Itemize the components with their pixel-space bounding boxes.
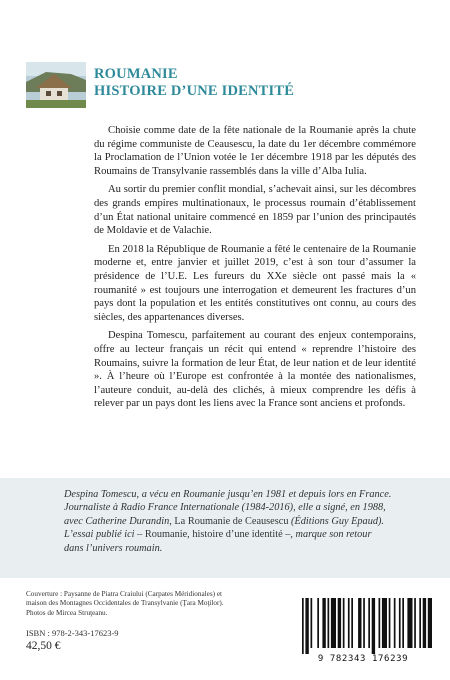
bio-book-2: Roumanie, histoire d’une identité	[144, 529, 283, 541]
barcode-bar	[331, 598, 336, 648]
isbn: ISBN : 978-2-343-17623-9	[26, 628, 119, 638]
barcode-bar	[407, 598, 412, 648]
barcode-bar	[382, 598, 387, 648]
barcode-bar	[368, 598, 370, 648]
barcode-bar	[402, 598, 404, 648]
cover-credits: Couverture : Paysanne de Piatra Craiului (Carpates Méridionales) et maison des Montagnes Occidentales de Transylvanie (Ţara Moţilor). Photos de Mircea Struţeanu.	[26, 590, 224, 617]
barcode-bar	[348, 598, 350, 648]
author-bio-box	[0, 478, 450, 578]
paragraph-1: Choisie comme date de la fête nationale de la Roumanie après la chute du régime communiste de Ceausescu, la date du 1er décembre commémore la Proclamation de l’Union votée le 1er décembre 1918 par les députés des Roumains de Transylvanie rassemblés dans la ville d’Alba Iulia.	[94, 125, 416, 177]
barcode-bar	[372, 598, 375, 654]
bio-part-1: Despina Tomescu, a vécu en Roumanie jusqu’en 1981 et depuis lors en France. Journaliste à Radio France Internationale (1984-2016), elle a signé, en 1988, avec Catherine Durandin,	[64, 489, 392, 527]
price: 42,50 €	[26, 640, 61, 652]
title-line-2: HISTOIRE D’UNE IDENTITÉ	[94, 83, 295, 99]
paragraph-4: Despina Tomescu, parfaitement au courant des enjeux contemporains, offre au lecteur français un récit qui entend « reprendre l’histoire des Roumains, suivre la formation de leur État, de leur nation et de leur identité ». À l’heure où l’Europe est confrontée à la montée des nationalismes, l’auteure conduit, au-delà des clichés, à mieux comprendre les défis à relever par un pays dont les liens avec la France sont anciens et profonds.	[94, 330, 416, 410]
author-bio	[64, 488, 392, 555]
barcode-digits: 9 782343 176239	[317, 654, 409, 664]
barcode-bar	[399, 598, 401, 648]
barcode-bar	[322, 598, 325, 648]
barcode-bar	[414, 598, 416, 648]
book-title	[94, 66, 294, 100]
barcode-bar	[343, 598, 345, 648]
paragraph-2: Au sortir du premier conflit mondial, s’achevait ainsi, sur les décombres des grands empires multinationaux, le processus roumain d’établissement d’un État national unitaire commencé en 1859 par l’union des principautés de Moldavie et de Valachie.	[94, 184, 416, 237]
bio-book-1: La Roumanie de Ceausescu	[174, 515, 289, 527]
paragraph-3: En 2018 la République de Roumanie a fêté le centenaire de la Roumanie moderne et, entre janvier et juillet 2019, c’est à son tour d’assumer la présidence de l’U.E. Les fureurs du XXe siècle ont passé mais la « roumanité » est toujours une interrogation et demeurent les fractures d’un pays dont la population et les entités constitutives ont connu, au cours des siècles, des appartenances diverses.	[94, 243, 416, 323]
barcode-bar	[423, 598, 426, 648]
barcode-bar	[302, 598, 304, 654]
barcode-bar	[358, 598, 361, 648]
barcode-bar	[394, 598, 396, 648]
barcode-bar	[389, 598, 391, 648]
barcode-bar	[328, 598, 330, 648]
barcode-bar	[317, 598, 319, 648]
barcode-bar	[338, 598, 341, 648]
title-line-1: ROUMANIE	[94, 66, 178, 82]
cover-thumbnail-photo	[26, 62, 86, 108]
barcode-bar	[351, 598, 353, 648]
barcode-bar	[379, 598, 381, 648]
barcode-bar	[428, 598, 432, 648]
back-cover-description	[94, 124, 416, 416]
barcode-bar	[419, 598, 421, 648]
bio-part-2: (Éditions Guy Epaud).	[288, 515, 385, 527]
bio-part-3: L’essai publié ici –	[64, 529, 145, 541]
barcode-bar	[363, 598, 365, 648]
bio-part-4: –, marque son retour dans l’univers roumain.	[64, 529, 372, 554]
barcode-bar	[311, 598, 313, 648]
barcode-bar	[305, 598, 308, 654]
